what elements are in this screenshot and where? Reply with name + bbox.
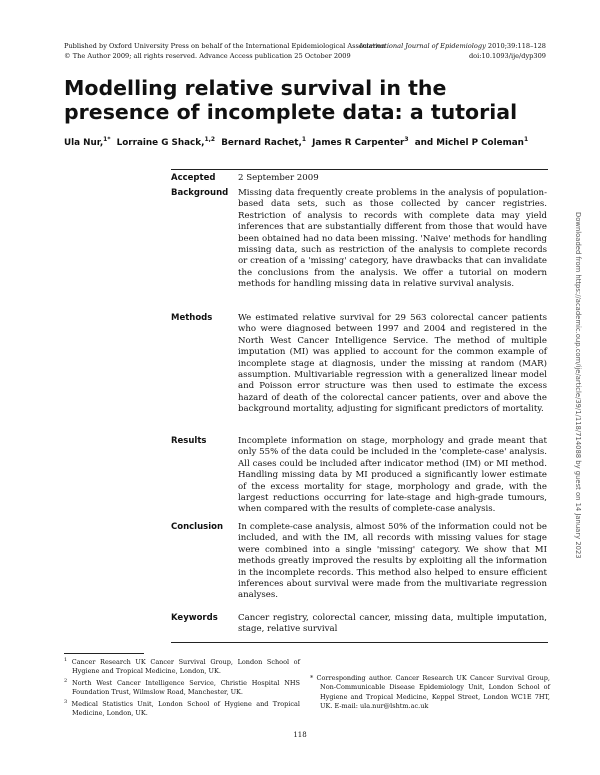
results-text: Incomplete information on stage, morphology and grade meant that only 55% of the data could be included in the 'complete-case' analysis. All cases could be included after indicator method (IM) or MI method. Handling missing data by MI produced a significantly lower estimate of the excess mortality for stage, morphology and grade, with the largest reductions occurring for late-stage and high-grade tumours, when compared with the results of complete-case analysis.: [238, 436, 547, 515]
methods-text: We estimated relative survival for 29 563 colorectal cancer patients who were diagnosed between 1997 and 2004 and registered in the North West Cancer Intelligence Service. The method of multiple imputation (MI) was applied to account for the common example of incomplete stage at diagnosis, under the missing at random (MAR) assumption. Multivariable regression with a generalized linear model and Poisson error structure was then used to estimate the excess hazard of death of the colorectal cancer patients, over and above the background mortality, adjusting for significant predictors of mortality.: [238, 313, 547, 415]
results-label: Results: [171, 436, 207, 446]
corresponding-author: [310, 674, 550, 711]
footnote-rule: [64, 653, 144, 654]
author-coleman: and Michel P Coleman$^1$: [414, 136, 529, 148]
article-title: Modelling relative survival in the presence of incomplete data: a tutorial: [64, 76, 518, 124]
publisher-line: Published by Oxford University Press on behalf of the International Epidemiological Association: [64, 42, 386, 50]
footnote-2: $^2$ North West Cancer Intelligence Service, Christie Hospital NHS Foundation Trust, Wilmslow Road, Manchester, UK.: [64, 677, 300, 697]
author-list: [64, 136, 554, 148]
accepted-date: 2 September 2009: [238, 173, 319, 183]
page-number: 118: [293, 731, 307, 739]
abstract-bottom-rule: [171, 642, 548, 643]
download-notice: Downloaded from https://academic.oup.com/ije/article/39/1/118/714088 by guest on 14 January 2023: [574, 212, 582, 559]
footnote-1: $^1$ Cancer Research UK Cancer Survival Group, London School of Hygiene and Tropical Medicine, London, UK.: [64, 657, 300, 676]
author-shack: Lorraine G Shack,$^{1,2}$: [116, 136, 216, 148]
accepted-label: Accepted: [171, 173, 216, 183]
footnote-3: $^3$ Medical Statistics Unit, London School of Hygiene and Tropical Medicine, London, UK.: [64, 698, 300, 717]
journal-citation: 2010;39:118–128: [485, 42, 546, 50]
background-label: Background: [171, 188, 229, 198]
keywords-text: Cancer registry, colorectal cancer, missing data, multiple imputation, stage, relative survival: [238, 613, 547, 635]
affiliations: [64, 656, 300, 718]
keywords-label: Keywords: [171, 613, 218, 623]
conclusion-label: Conclusion: [171, 522, 223, 532]
copyright-line: © The Author 2009; all rights reserved. Advance Access publication 25 October 2009: [64, 51, 351, 60]
abstract-top-rule: [171, 169, 548, 170]
journal-name: International Journal of Epidemiology: [359, 42, 486, 50]
background-text: Missing data frequently create problems in the analysis of population-based data sets, such as those collected by cancer registries. Restriction of analysis to records with complete data may yield inferences that are substantially different from those that would have been obtained had no data been missing. 'Naive' methods for handling missing data, such as restriction of the analysis to complete records or creation of a 'missing' category, have drawbacks that can invalidate the conclusions from the analysis. We offer a tutorial on modern methods for handling missing data in relative survival analysis.: [238, 188, 547, 290]
author-nur: Ula Nur,$^{1*}$: [64, 136, 111, 148]
corresponding-text: * Corresponding author. Cancer Research UK Cancer Survival Group, Non-Communicable Disease Epidemiology Unit, London School of Hygiene and Tropical Medicine, Keppel Street, London WC1E 7HT, UK. E-mail: ula.nur@lshtm.ac.uk: [310, 674, 550, 710]
publisher-header: [64, 42, 386, 61]
conclusion-text: In complete-case analysis, almost 50% of the information could not be included, and with the IM, all records with missing values for stage were combined into a single 'missing' category. We show that MI methods greatly improved the results by exploiting all the information in the incomplete records. This method also helped to ensure efficient inferences about survival were made from the multivariate regression analyses.: [238, 522, 547, 601]
author-carpenter: James R Carpenter$^3$: [312, 136, 409, 148]
doi[interactable]: doi:10.1093/ije/dyp309: [468, 51, 546, 60]
author-rachet: Bernard Rachet,$^1$: [221, 136, 307, 148]
journal-header: [359, 42, 546, 61]
methods-label: Methods: [171, 313, 213, 323]
